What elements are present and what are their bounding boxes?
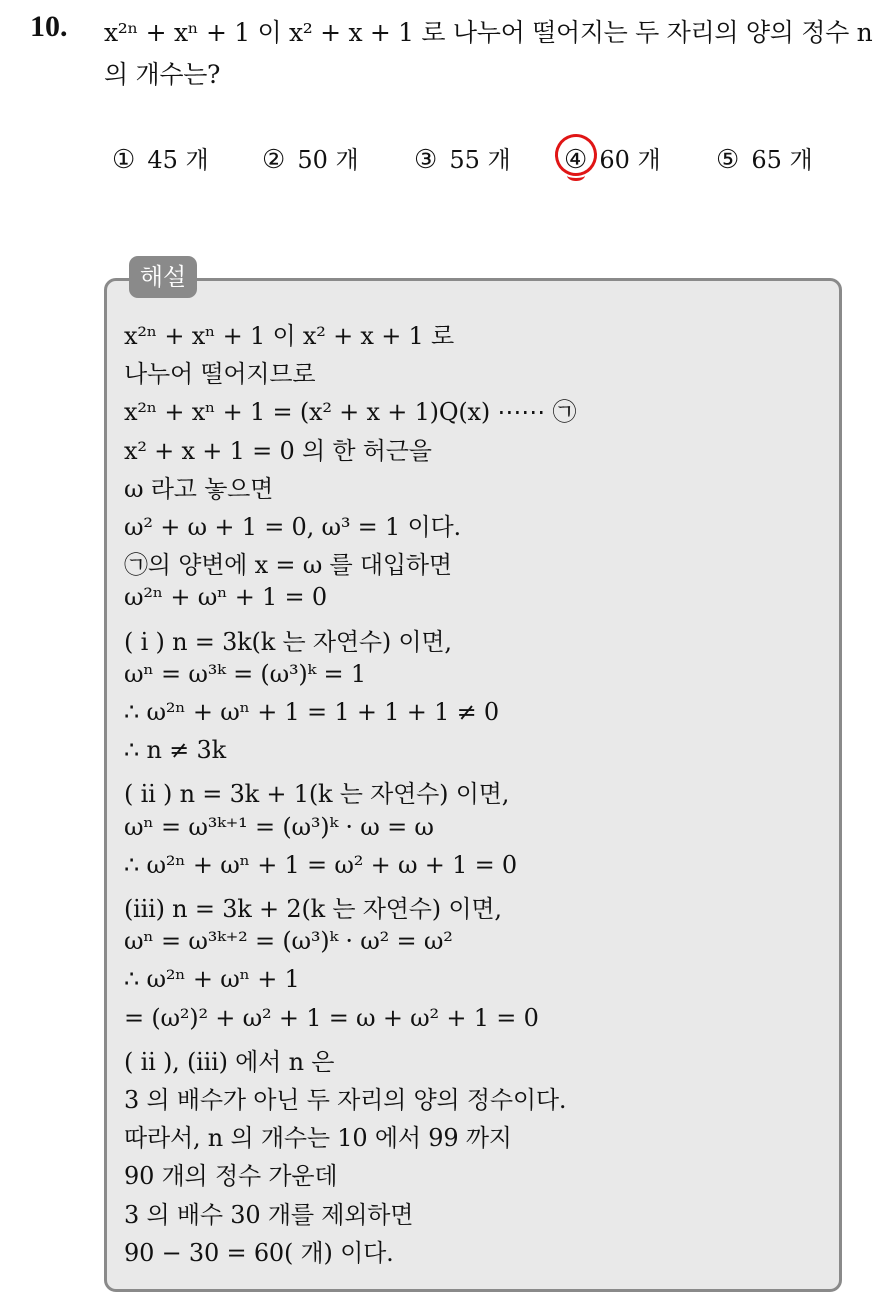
solution-line: ∴ ω²ⁿ + ωⁿ + 1 = ω² + ω + 1 = 0 (124, 850, 517, 879)
solution-line: 90 − 30 = 60( 개) 이다. (124, 1238, 394, 1267)
solution-line: x²ⁿ + xⁿ + 1 = (x² + x + 1)Q(x) ⋯⋯ ㉠ (124, 398, 577, 427)
solution-line: ∴ ω²ⁿ + ωⁿ + 1 = 1 + 1 + 1 ≠ 0 (124, 698, 499, 726)
solution-line: 3 의 배수가 아닌 두 자리의 양의 정수이다. (124, 1086, 567, 1114)
answer-choices (0, 140, 884, 180)
choice-2[interactable] (262, 140, 359, 175)
solution-line: ∴ ω²ⁿ + ωⁿ + 1 (124, 965, 300, 994)
solution-line: 나누어 떨어지므로 (124, 360, 316, 389)
solution-line: ω 라고 놓으면 (124, 474, 274, 503)
choice-3-label: 55 개 (449, 146, 511, 174)
choice-5-label: 65 개 (751, 146, 813, 174)
choice-1-number: ① (112, 145, 136, 175)
solution-line: 3 의 배수 30 개를 제외하면 (124, 1200, 414, 1229)
solution-line: ω² + ω + 1 = 0, ω³ = 1 이다. (124, 513, 461, 541)
solution-line: ㉠의 양변에 x = ω 를 대입하면 (124, 551, 452, 580)
choice-3[interactable] (414, 140, 511, 175)
solution-line: ( i ) n = 3k(k 는 자연수) 이면, (124, 627, 452, 656)
solution-line: = (ω²)² + ω² + 1 = ω + ω² + 1 = 0 (124, 1003, 539, 1032)
choice-5-number: ⑤ (716, 145, 740, 175)
choice-4-label: 60 개 (599, 146, 661, 174)
question-text-line-1: x²ⁿ + xⁿ + 1 이 x² + x + 1 로 나누어 떨어지는 두 자리의 양의 정수 n (104, 18, 873, 47)
solution-line: ( ii ) n = 3k + 1(k 는 자연수) 이면, (124, 780, 510, 809)
choice-2-label: 50 개 (297, 146, 359, 174)
choice-3-number: ③ (414, 145, 438, 175)
choice-5[interactable] (716, 140, 813, 175)
solution-line: ∴ n ≠ 3k (124, 736, 226, 765)
choice-1[interactable] (112, 140, 209, 175)
solution-line: (iii) n = 3k + 2(k 는 자연수) 이면, (124, 895, 502, 923)
choice-1-label: 45 개 (147, 146, 209, 174)
solution-line: ωⁿ = ω³ᵏ⁺² = (ω³)ᵏ · ω² = ω² (124, 927, 453, 956)
question-text-line-2: 의 개수는? (104, 60, 221, 89)
solution-line: x²ⁿ + xⁿ + 1 이 x² + x + 1 로 (124, 322, 455, 350)
solution-line: ωⁿ = ω³ᵏ = (ω³)ᵏ = 1 (124, 659, 366, 688)
solution-line: x² + x + 1 = 0 의 한 허근을 (124, 436, 432, 465)
solution-line: ω²ⁿ + ωⁿ + 1 = 0 (124, 583, 327, 612)
question-number: 10. (30, 10, 68, 43)
solution-line: 따라서, n 의 개수는 10 에서 99 까지 (124, 1124, 512, 1153)
solution-line: ωⁿ = ω³ᵏ⁺¹ = (ω³)ᵏ · ω = ω (124, 812, 434, 841)
choice-4-number: ④ (564, 145, 588, 175)
solution-line: ( ii ), (iii) 에서 n 은 (124, 1047, 335, 1076)
choice-2-number: ② (262, 145, 286, 175)
answer-mark-stroke (567, 170, 585, 181)
solution-tag: 해설 (129, 256, 197, 298)
solution-line: 90 개의 정수 가운데 (124, 1162, 338, 1191)
